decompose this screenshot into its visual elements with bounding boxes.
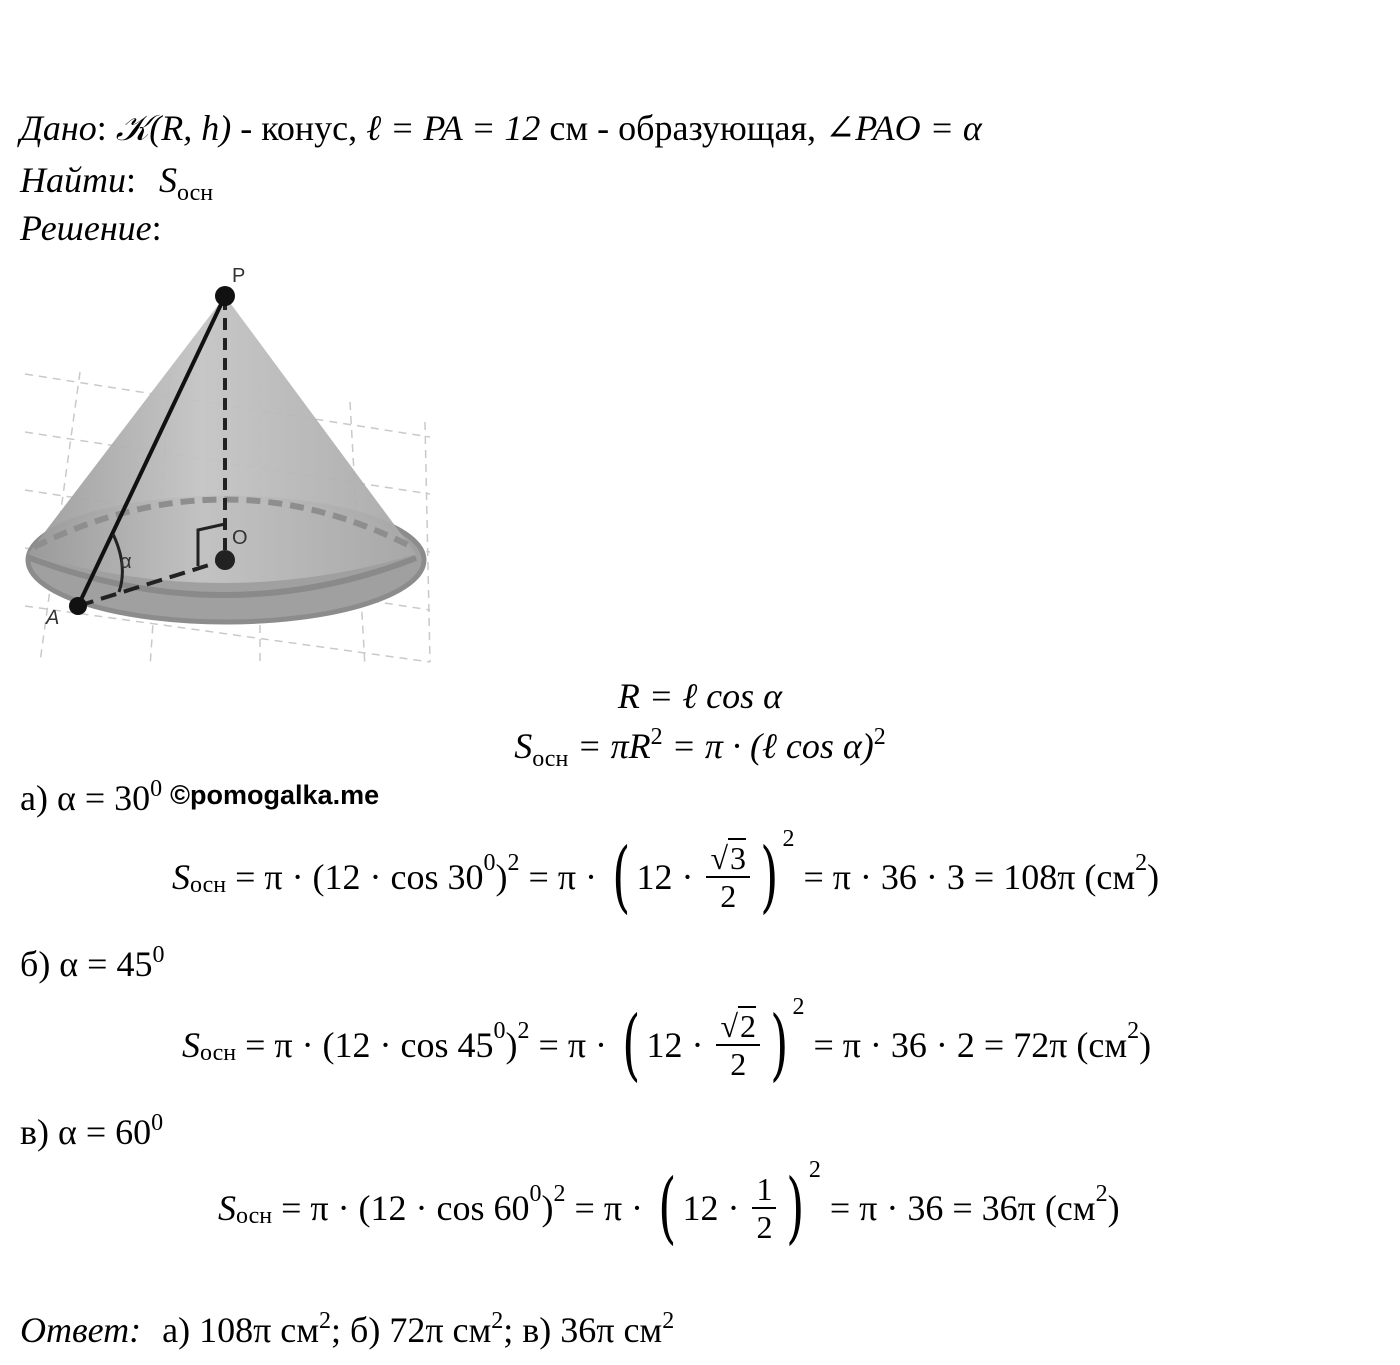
formula-radius: R = ℓ cos α [617, 676, 783, 716]
label-a: A [46, 607, 60, 629]
find-line: Найти: $S_{осн}$ [20, 160, 214, 206]
case-c-label: в) $\alpha = 60^0$ [20, 1110, 164, 1152]
point-a [69, 597, 87, 615]
point-p [215, 286, 235, 306]
unit-cm: см [540, 108, 589, 148]
solution-label: Решение [20, 208, 152, 248]
paren-close: ) [760, 832, 779, 922]
paren-open: ( [622, 1000, 641, 1090]
case-b-label: б) $\alpha = 45^0$ [20, 942, 165, 984]
given-text-generatrix: - образующая, [588, 108, 826, 148]
case-a-formula: S осн = π · (12 · cos 30 0 ) 2 = π · ( 12 · $\frac{√3}{2}$ ) 2 = π · 36 · 3 = 108π (см 2 ) [172, 826, 1160, 922]
cone-figure [20, 262, 435, 672]
find-label: Найти [20, 160, 126, 200]
generatrix-expr: ℓ = PA = 12 [366, 108, 541, 148]
case-c-formula: S осн = π · (12 · cos 60 0 ) 2 = π · ( 12 · $\frac{1}{2}$ ) 2 = π · 36 = 36π (см 2 ) [218, 1157, 1120, 1253]
label-p: P [232, 265, 246, 287]
paren-open: ( [612, 832, 631, 922]
answer-line: Ответ: а) 108π $см^2$; б) 72π $см^2$; в) 36π $см^2$ [20, 1308, 675, 1350]
fraction: $\frac{√2}{2}$ [716, 1008, 760, 1082]
case-b-formula: S осн = π · (12 · cos 45 0 ) 2 = π · ( 12 · $\frac{√2}{2}$ ) 2 = π · 36 · 2 = 72π (см 2 ) [182, 994, 1152, 1090]
fraction: $\frac{1}{2}$ [752, 1171, 776, 1245]
label-alpha: α [120, 551, 132, 573]
given-line: Дано: 𝒦(R, h) - конус, ℓ = PA = 12 см - образующая, ∠PAO = α [20, 108, 982, 148]
cone-symbol: 𝒦(R, h) [115, 108, 232, 148]
fraction: $\frac{√3}{2}$ [706, 840, 750, 914]
paren-close: ) [770, 1000, 789, 1090]
given-label: Дано [20, 108, 97, 148]
find-symbol: S [159, 160, 178, 200]
answer-label: Ответ: [20, 1310, 142, 1350]
case-a-label: а) $\alpha = 30^0$ ©pomogalka.me [20, 776, 380, 818]
watermark: ©pomogalka.me [170, 780, 380, 810]
paren-close: ) [786, 1163, 805, 1253]
find-sub: осн [177, 180, 214, 206]
angle-expr: ∠PAO = α [825, 108, 982, 148]
point-o [215, 550, 235, 570]
cone-body [28, 296, 416, 583]
label-o: O [232, 527, 248, 549]
paren-open: ( [658, 1163, 677, 1253]
given-text-cone: - конус, [231, 108, 367, 148]
formula-area: $S_{осн} = \pi R^2 = \pi$ · (ℓ cos α)$^2$ [514, 724, 886, 772]
solution-line: Решение: [20, 208, 162, 248]
